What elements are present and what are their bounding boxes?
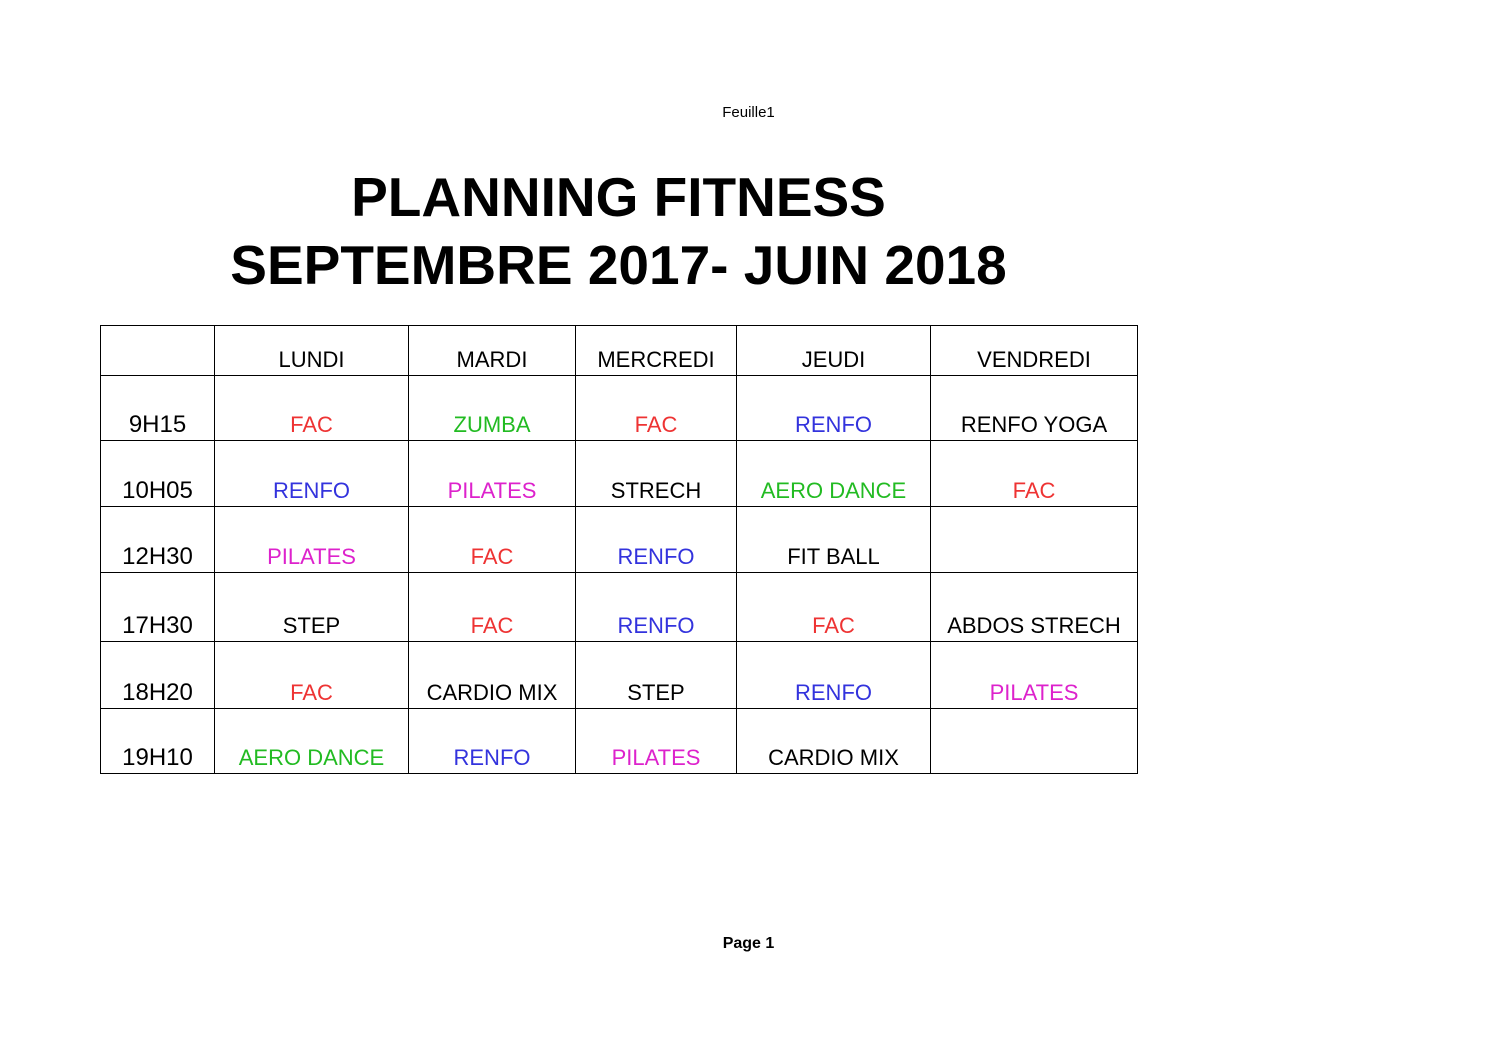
time-slot-cell: 9H15 — [101, 376, 215, 441]
table-row — [101, 573, 1138, 642]
class-cell-vendredi: FAC — [931, 441, 1138, 507]
class-cell-mardi: CARDIO MIX — [409, 642, 576, 709]
day-header-vendredi: VENDREDI — [931, 326, 1138, 376]
class-cell-jeudi: CARDIO MIX — [737, 709, 931, 774]
class-cell-jeudi: RENFO — [737, 642, 931, 709]
schedule-table — [100, 325, 1138, 774]
class-cell-mercredi: STEP — [576, 642, 737, 709]
corner-cell — [101, 326, 215, 376]
class-cell-jeudi: AERO DANCE — [737, 441, 931, 507]
time-slot-cell: 12H30 — [101, 507, 215, 573]
class-cell-lundi: AERO DANCE — [215, 709, 409, 774]
class-cell-vendredi: RENFO YOGA — [931, 376, 1138, 441]
table-row — [101, 376, 1138, 441]
table-row — [101, 709, 1138, 774]
table-row — [101, 507, 1138, 573]
time-slot-cell: 17H30 — [101, 573, 215, 642]
table-row — [101, 642, 1138, 709]
class-cell-mercredi: FAC — [576, 376, 737, 441]
day-header-mardi: MARDI — [409, 326, 576, 376]
time-slot-cell: 19H10 — [101, 709, 215, 774]
sheet-name: Feuille1 — [722, 104, 775, 121]
class-cell-lundi: FAC — [215, 642, 409, 709]
time-slot-cell: 10H05 — [101, 441, 215, 507]
day-header-mercredi: MERCREDI — [576, 326, 737, 376]
page-subtitle: SEPTEMBRE 2017- JUIN 2018 — [230, 234, 1007, 296]
class-cell-mercredi: RENFO — [576, 573, 737, 642]
header-row — [101, 326, 1138, 376]
class-cell-lundi: FAC — [215, 376, 409, 441]
class-cell-mercredi: PILATES — [576, 709, 737, 774]
class-cell-vendredi — [931, 709, 1138, 774]
class-cell-mercredi: RENFO — [576, 507, 737, 573]
class-cell-vendredi: ABDOS STRECH — [931, 573, 1138, 642]
class-cell-lundi: STEP — [215, 573, 409, 642]
day-header-lundi: LUNDI — [215, 326, 409, 376]
day-header-jeudi: JEUDI — [737, 326, 931, 376]
table-row — [101, 441, 1138, 507]
class-cell-vendredi: PILATES — [931, 642, 1138, 709]
class-cell-vendredi — [931, 507, 1138, 573]
page-title: PLANNING FITNESS — [351, 166, 886, 228]
class-cell-jeudi: RENFO — [737, 376, 931, 441]
class-cell-mardi: ZUMBA — [409, 376, 576, 441]
class-cell-mardi: FAC — [409, 573, 576, 642]
class-cell-mercredi: STRECH — [576, 441, 737, 507]
class-cell-jeudi: FIT BALL — [737, 507, 931, 573]
class-cell-mardi: FAC — [409, 507, 576, 573]
class-cell-mardi: RENFO — [409, 709, 576, 774]
class-cell-jeudi: FAC — [737, 573, 931, 642]
class-cell-lundi: RENFO — [215, 441, 409, 507]
class-cell-mardi: PILATES — [409, 441, 576, 507]
page-number: Page 1 — [722, 935, 775, 952]
time-slot-cell: 18H20 — [101, 642, 215, 709]
class-cell-lundi: PILATES — [215, 507, 409, 573]
